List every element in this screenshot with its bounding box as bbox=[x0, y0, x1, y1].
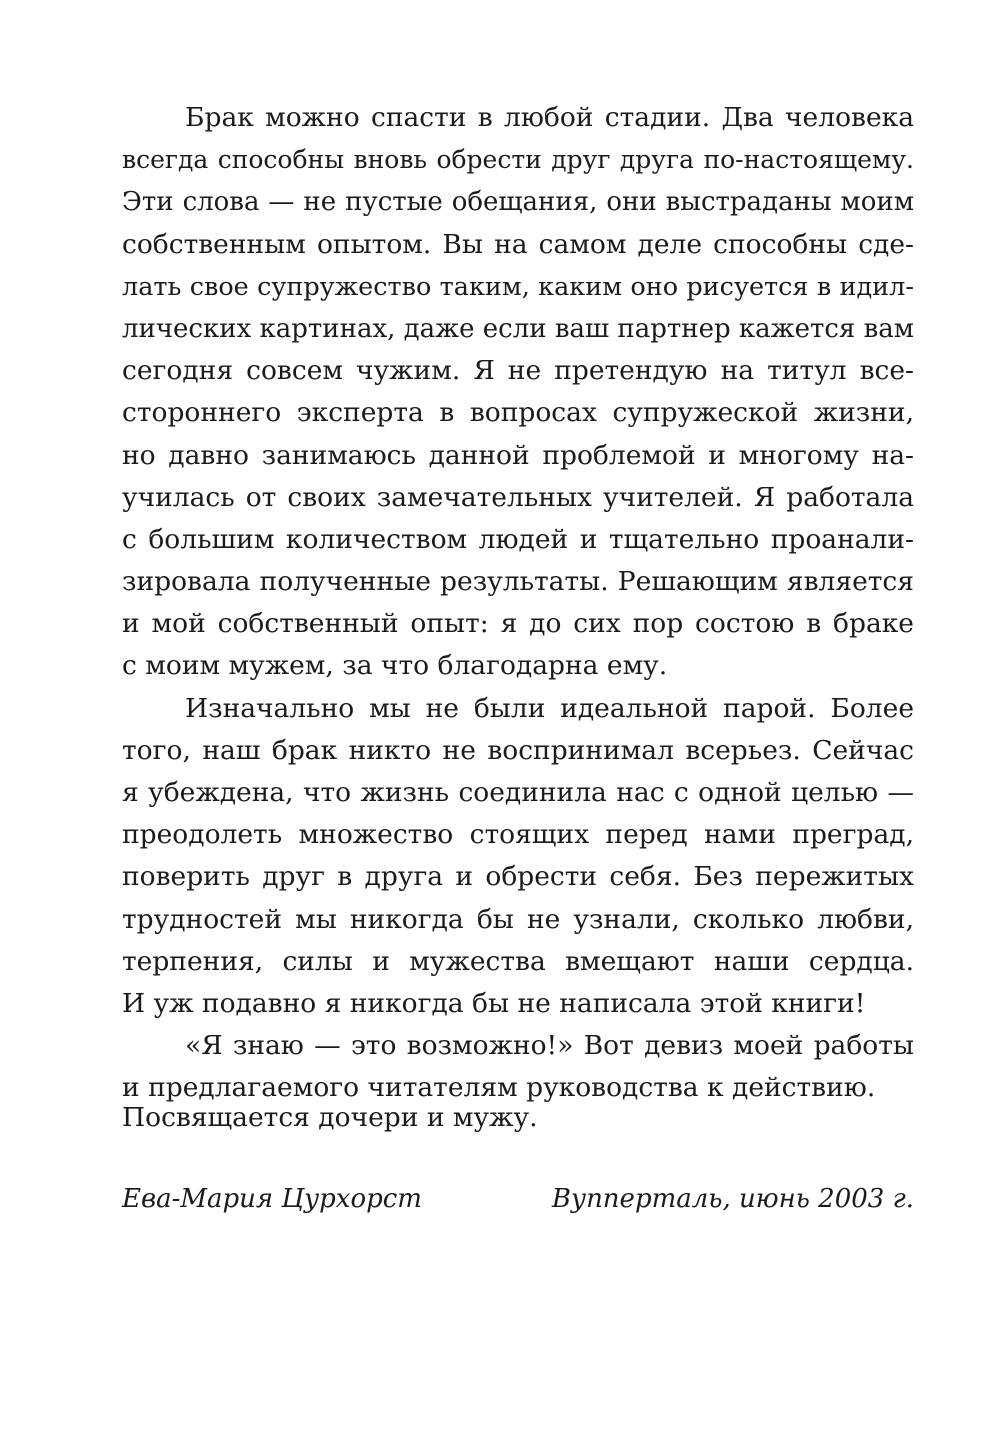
text-line: поверить друг в друга и обрести себя. Без пережитых bbox=[122, 861, 914, 893]
text-line: зировала полученные результаты. Решающим является bbox=[122, 566, 914, 598]
text-line: сегодня совсем чужим. Я не претендую на титул все- bbox=[122, 355, 914, 387]
text-line: я убеждена, что жизнь соединила нас с одной целью — bbox=[122, 777, 914, 808]
text-line: лических картинах, даже если ваш партнер кажется вам bbox=[122, 313, 914, 344]
text-line: Изначально мы не были идеальной парой. Более bbox=[185, 692, 914, 724]
text-line: училась от своих замечательных учителей. Я работала bbox=[122, 481, 914, 513]
text-line: и предлагаемого читателям руководства к действию. bbox=[122, 1072, 876, 1104]
text-line: трудностей мы никогда бы не узнали, сколько любви, bbox=[122, 903, 914, 935]
text-line: «Я знаю — это возможно!» Вот девиз моей работы bbox=[185, 1030, 914, 1062]
text-line: всегда способны вновь обрести друг друга по-настоящему. bbox=[122, 145, 914, 175]
text-line: собственным опытом. Вы на самом деле способны сде- bbox=[122, 228, 914, 260]
text-line: стороннего эксперта в вопросах супружеской жизни, bbox=[122, 397, 914, 429]
text-line: И уж подавно я никогда бы не написала этой книги! bbox=[122, 987, 866, 1019]
text-line: того, наш брак никто не воспринимал всерьез. Сейчас bbox=[122, 734, 914, 766]
text-line: терпения, силы и мужества вмещают наши сердца. bbox=[122, 945, 914, 977]
text-line: с большим количеством людей и тщательно проанали- bbox=[122, 523, 914, 555]
place-date: Вупперталь, июнь 2003 г. bbox=[551, 1184, 914, 1214]
author-name: Ева-Мария Цурхорст bbox=[122, 1184, 422, 1214]
dedication: Посвящается дочери и мужу. bbox=[122, 1102, 538, 1133]
text-line: преодолеть множество стоящих перед нами преград, bbox=[122, 819, 914, 851]
text-line: с моим мужем, за что благодарна ему. bbox=[122, 650, 668, 682]
text-line: но давно занимаюсь данной проблемой и многому на- bbox=[122, 439, 914, 471]
signature bbox=[122, 1179, 914, 1219]
text-line: Брак можно спасти в любой стадии. Два человека bbox=[185, 102, 914, 133]
text-line: и мой собственный опыт: я до сих пор состою в браке bbox=[122, 608, 914, 640]
text-line: Эти слова — не пустые обещания, они выстраданы моим bbox=[122, 187, 914, 218]
main-text bbox=[122, 97, 914, 1110]
paragraph-2 bbox=[122, 688, 914, 1026]
paragraph-1 bbox=[122, 97, 914, 688]
text-line: лать свое супружество таким, каким оно рисуется в идил- bbox=[122, 271, 914, 302]
